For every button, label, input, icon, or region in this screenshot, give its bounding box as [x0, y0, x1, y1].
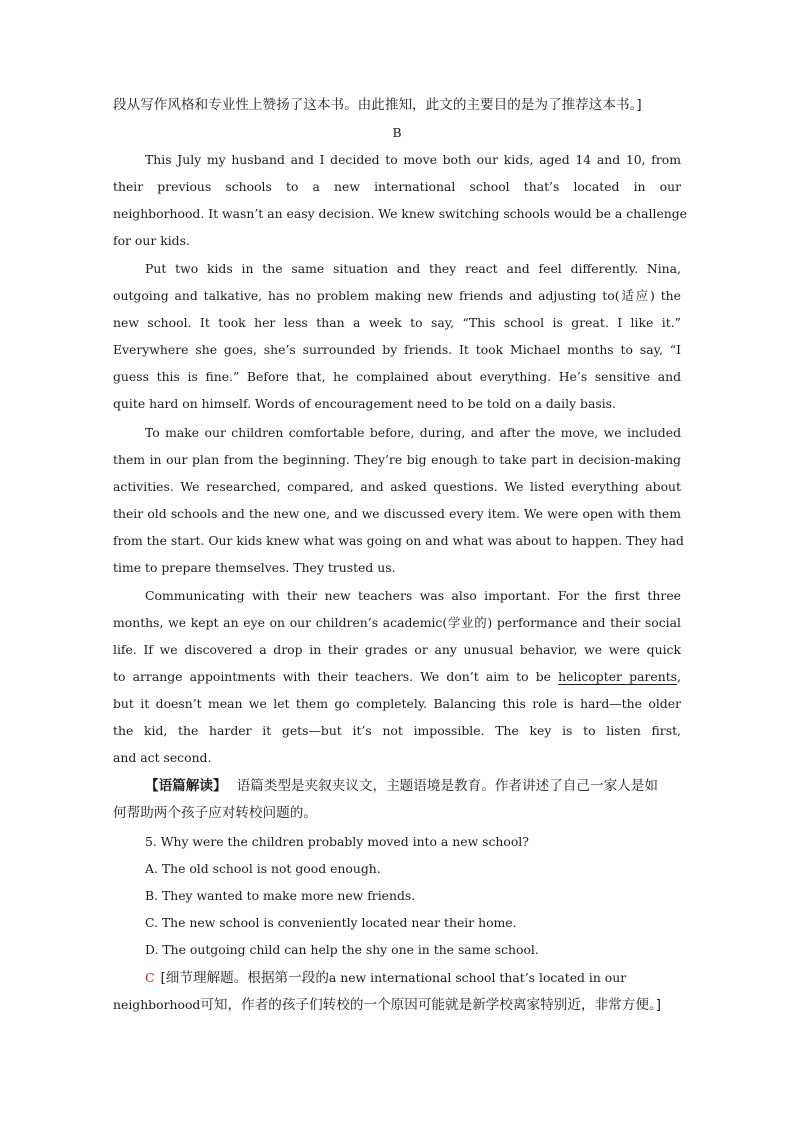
passage-line: life. If we discovered a drop in their grades or any unusual behavior, we were quick — [113, 642, 681, 657]
answer-quote: a new international school that’s located in our — [328, 970, 627, 985]
passage-paragraph-2 — [113, 255, 681, 417]
passage-line: time to prepare themselves. They trusted us. — [113, 560, 396, 575]
answer-explanation-cn: 可知，作者的孩子们转校的一个原因可能就是新学校离家特别近，非常方便。] — [200, 997, 662, 1013]
intro-end-line: 段从写作风格和专业性上赞扬了这本书。由此推知，此文的主要目的是为了推荐这本书。] — [113, 97, 642, 113]
passage-line: Everywhere she goes, she’s surrounded by friends. It took Michael months to say, “I — [113, 342, 681, 357]
passage-text: , — [677, 669, 681, 684]
option-b: B. They wanted to make more new friends. — [145, 888, 416, 903]
analysis-block — [113, 773, 681, 827]
passage-line: new school. It took her less than a week to say, “This school is great. I like it.” — [113, 315, 681, 330]
option-a: A. The old school is not good enough. — [145, 861, 381, 876]
analysis-line-1 — [113, 773, 681, 800]
question-block — [113, 828, 681, 963]
passage-line: their previous schools to a new international school that’s located in our — [113, 179, 681, 194]
passage-line: but it doesn’t mean we let them go completely. Balancing this role is hard—the older — [113, 696, 681, 711]
passage-text: to arrange appointments with their teachers. We don’t aim to be — [113, 669, 559, 684]
passage-paragraph-1 — [113, 146, 688, 254]
passage-line: for our kids. — [113, 233, 190, 248]
passage-line: To make our children comfortable before, during, and after the move, we included — [145, 425, 681, 440]
passage-line: outgoing and talkative, has no problem making new friends and adjusting to(适应) the — [113, 288, 681, 303]
passage-line: from the start. Our kids knew what was going on and what was about to happen. They had — [113, 533, 684, 548]
answer-letter: C — [145, 970, 155, 985]
passage-line: quite hard on himself. Words of encouragement need to be told on a daily basis. — [113, 396, 616, 411]
passage-line: guess this is fine.” Before that, he complained about everything. He’s sensitive and — [113, 369, 681, 384]
passage-line: Communicating with their new teachers was also important. For the first three — [145, 588, 681, 603]
intro-end-line-wrap — [113, 92, 681, 119]
passage-line: their old schools and the new one, and we discussed every item. We were open with them — [113, 506, 681, 521]
passage-line: Put two kids in the same situation and they react and feel differently. Nina, — [145, 261, 681, 276]
analysis-text: 语篇类型是夹叙夹议文，主题语境是教育。作者讲述了自己一家人是如 — [236, 778, 658, 794]
section-label-wrap — [113, 119, 681, 146]
question-stem: 5. Why were the children probably moved into a new school? — [145, 834, 529, 849]
passage-line-with-term — [113, 663, 681, 690]
section-label: B — [392, 125, 402, 140]
passage-paragraph-3 — [113, 419, 684, 581]
answer-line-1 — [113, 964, 681, 991]
option-c: C. The new school is conveniently located near their home. — [145, 915, 517, 930]
passage-line: activities. We researched, compared, and asked questions. We listed everything about — [113, 479, 681, 494]
option-d: D. The outgoing child can help the shy one in the same school. — [145, 942, 539, 957]
underlined-term: helicopter parents — [558, 669, 678, 684]
analysis-line-2: 何帮助两个孩子应对转校问题的。 — [113, 805, 317, 821]
passage-line: and act second. — [113, 750, 212, 765]
answer-explanation-cn: [细节理解题。根据第一段的 — [160, 970, 329, 986]
passage-paragraph-4 — [113, 582, 681, 771]
passage-line: neighborhood. It wasn’t an easy decision. We knew switching schools would be a challenge — [113, 206, 688, 221]
analysis-label: 【语篇解读】 — [145, 778, 227, 794]
answer-block — [113, 964, 681, 1018]
passage-line: This July my husband and I decided to move both our kids, aged 14 and 10, from — [145, 152, 681, 167]
passage-line: months, we kept an eye on our children’s academic(学业的) performance and their social — [113, 615, 681, 630]
passage-line: them in our plan from the beginning. They’re big enough to take part in decision-making — [113, 452, 681, 467]
answer-quote: neighborhood — [113, 997, 201, 1012]
answer-line-2 — [113, 991, 681, 1018]
passage-line: the kid, the harder it gets—but it’s not impossible. The key is to listen first, — [113, 723, 681, 738]
